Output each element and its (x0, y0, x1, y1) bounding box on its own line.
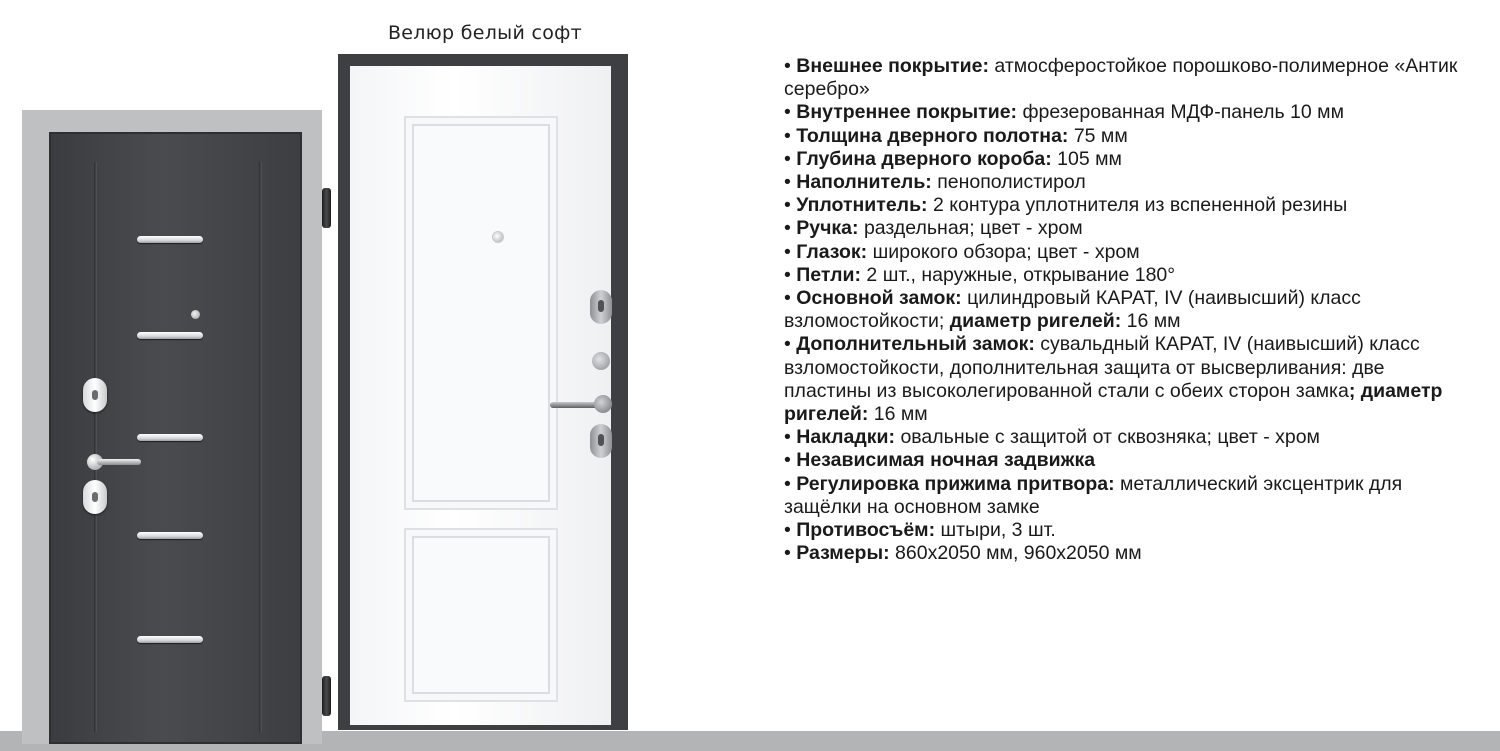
bullet-icon: • (784, 217, 791, 240)
chrome-strip (137, 434, 203, 441)
outer-peephole-icon (191, 310, 200, 319)
chrome-strip (137, 636, 203, 643)
bullet-icon: • (784, 263, 791, 286)
inner-peephole-icon (493, 232, 503, 242)
spec-label: Глазок: (796, 240, 868, 263)
spec-item (784, 519, 1474, 542)
spec-item (784, 473, 1474, 519)
outer-lock-cylinder-top-icon (83, 378, 107, 412)
bullet-icon: • (784, 333, 791, 356)
spec-label: Противосъём: (796, 519, 936, 542)
spec-label: Наполнитель: (796, 171, 932, 194)
outer-door-groove-right (259, 162, 262, 732)
inner-lock-escutcheon-bottom-icon (590, 424, 612, 458)
bullet-icon: • (784, 542, 791, 565)
chrome-strip (137, 236, 203, 243)
spec-value: штыри, 3 шт. (935, 519, 1056, 542)
inner-door-frame (338, 54, 628, 730)
spec-label-secondary: ; диаметр ригелей: (784, 379, 1443, 426)
inner-door-panel-lower (404, 528, 558, 702)
spec-item (784, 171, 1474, 194)
spec-item (784, 333, 1474, 426)
spec-item (784, 101, 1474, 124)
spec-label: Независимая ночная задвижка (796, 449, 1096, 472)
bullet-icon: • (784, 101, 791, 124)
inner-finish-caption: Велюр белый софт (387, 22, 583, 44)
bullet-icon: • (784, 55, 791, 77)
spec-item (784, 148, 1474, 171)
outer-lock-cylinder-bottom-icon (83, 480, 107, 514)
chrome-strip (137, 532, 203, 539)
spec-value-secondary: 16 мм (868, 403, 928, 426)
spec-value: 2 шт., наружные, открывание 180° (861, 263, 1176, 286)
spec-label: Внешнее покрытие: (796, 55, 989, 77)
spec-item (784, 426, 1474, 449)
outer-door-leaf (49, 132, 302, 744)
spec-value: металлический эксцентрик для защёлки на основном замке (784, 472, 1403, 518)
spec-label: Внутреннее покрытие: (796, 101, 1018, 124)
spec-label-secondary: диаметр ригелей: (944, 310, 1122, 333)
spec-label: Дополнительный замок: (796, 333, 1035, 356)
spec-value-secondary: 16 мм (1121, 310, 1181, 333)
spec-value: фрезерованная МДФ-панель 10 мм (1017, 101, 1344, 124)
spec-value: пенополистирол (931, 171, 1086, 194)
hinge-top-icon (322, 188, 331, 228)
spec-label: Петли: (796, 263, 862, 286)
spec-item (784, 125, 1474, 148)
spec-label: Ручка: (796, 217, 859, 240)
spec-item (784, 542, 1474, 565)
spec-value: 2 контура уплотнителя из вспененной резины (927, 194, 1348, 217)
bullet-icon: • (784, 194, 791, 217)
bullet-icon: • (784, 472, 791, 495)
spec-label: Размеры: (796, 542, 890, 565)
spec-item (784, 55, 1474, 101)
spec-label: Толщина дверного полотна: (796, 124, 1069, 147)
hinge-bottom-icon (322, 676, 331, 716)
spec-value: сувальдный КАРАТ, IV (наивысший) класс взломостойкости, дополнительная защита от высверливания: две пластины из высоколегированной стали с обеих сторон замка (784, 333, 1420, 402)
spec-label: Регулировка прижима притвора: (796, 472, 1115, 495)
spec-item (784, 241, 1474, 264)
spec-value: 75 мм (1068, 124, 1128, 147)
spec-label: Уплотнитель: (796, 194, 928, 217)
spec-item (784, 194, 1474, 217)
spec-label: Накладки: (796, 426, 896, 449)
bullet-icon: • (784, 519, 791, 542)
inner-lock-escutcheon-top-icon (590, 290, 612, 324)
outer-handle-lever-icon (97, 459, 141, 465)
spec-item (784, 264, 1474, 287)
spec-item (784, 287, 1474, 333)
outer-door-groove-left (94, 162, 97, 732)
spec-value: овальные с защитой от сквозняка; цвет - хром (895, 426, 1320, 449)
inner-door-leaf (350, 66, 611, 725)
bullet-icon: • (784, 124, 791, 147)
spec-value: раздельная; цвет - хром (858, 217, 1083, 240)
bullet-icon: • (784, 449, 791, 472)
spec-list (784, 55, 1474, 565)
inner-handle-rose-icon (594, 395, 612, 413)
chrome-strip (137, 332, 203, 339)
bullet-icon: • (784, 171, 791, 194)
spec-label: Глубина дверного короба: (796, 147, 1052, 170)
spec-value: атмосферостойкое порошково-полимерное «Антик серебро» (784, 55, 1458, 101)
bullet-icon: • (784, 426, 791, 449)
spec-item (784, 217, 1474, 240)
spec-value: цилиндровый КАРАТ, IV (наивысший) класс взломостойкости; (784, 287, 1361, 333)
spec-value: 105 мм (1051, 147, 1122, 170)
night-latch-knob-icon (592, 352, 610, 370)
spec-value: 860х2050 мм, 960х2050 мм (889, 542, 1142, 565)
bullet-icon: • (784, 240, 791, 263)
outer-door-frame (22, 110, 322, 744)
spec-value: широкого обзора; цвет - хром (867, 240, 1140, 263)
spec-item (784, 449, 1474, 472)
spec-label: Основной замок: (796, 287, 962, 310)
bullet-icon: • (784, 287, 791, 310)
inner-door-panel-upper (404, 116, 558, 510)
bullet-icon: • (784, 147, 791, 170)
